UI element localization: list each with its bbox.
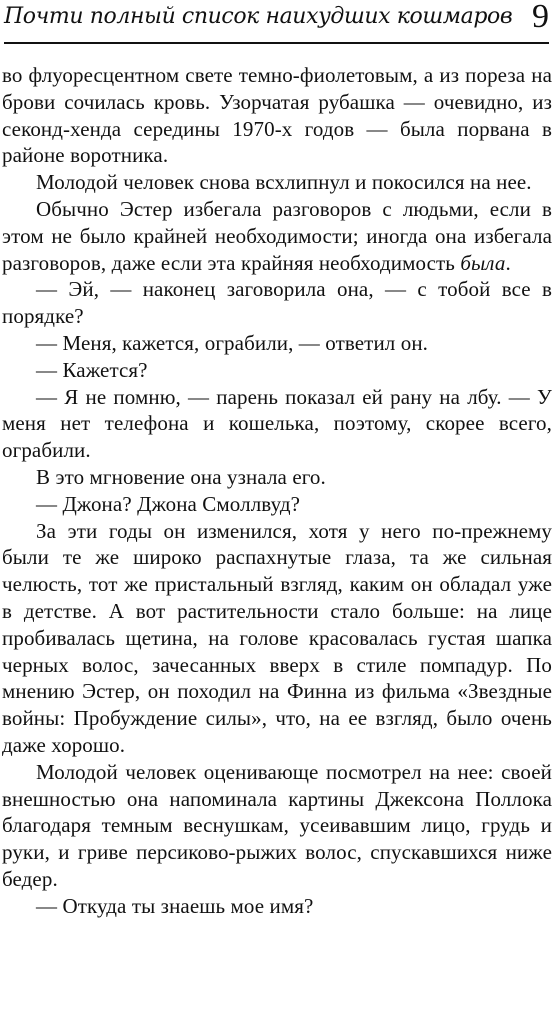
paragraph: Обычно Эстер избегала разговоров с людьми, если в этом не было крайней необходимости; иногда она избегала разговоров, даже если эта крайняя необходимость была.	[2, 196, 552, 275]
body-text	[2, 62, 552, 920]
paragraph: во флуоресцентном свете темно-фиолетовым, а из пореза на брови сочилась кровь. Узорчатая рубашка — очевидно, из секонд-хенда середины 1970-х годов — была порвана в районе воротника.	[2, 63, 552, 168]
paragraph: Молодой человек снова всхлипнул и покосился на нее.	[36, 170, 532, 195]
dialogue-line: — Кажется?	[36, 357, 148, 382]
running-head	[4, 0, 549, 42]
paragraph: За эти годы он изменился, хотя у него по-прежнему были те же широко распахнутые глаза, та же сильная челюсть, тот же пристальный взгляд, каким он обладал уже в детстве. А вот растительности стало больше: на лице пробивалась щетина, на голове красовалась густая шапка черных волос, зачесанных вверх в стиле помпадур. По мнению Эстер, он походил на Финна из фильма «Звездные войны: Пробуждение силы», что, на ее взгляд, было очень даже хорошо.	[2, 518, 552, 757]
dialogue-line: — Я не помню, — парень показал ей рану на лбу. — У меня нет телефона и кошелька, поэтому, скорее всего, ограбили.	[2, 384, 552, 463]
emphasis: была	[460, 250, 506, 275]
dialogue-line: — Эй, — наконец заговорила она, — с тобой все в порядке?	[2, 277, 552, 329]
dialogue-line: — Джона? Джона Смоллвуд?	[36, 491, 301, 516]
header-rule	[4, 42, 549, 44]
dialogue-line: — Откуда ты знаешь мое имя?	[36, 893, 314, 918]
running-title: Почти полный список наихудших кошмаров	[4, 4, 513, 29]
paragraph: В это мгновение она узнала его.	[36, 464, 326, 489]
dialogue-line: — Меня, кажется, ограбили, — ответил он.	[36, 330, 429, 355]
paragraph: Молодой человек оценивающе посмотрел на нее: своей внешностью она напоминала картины Джексона Поллока благодаря темным веснушкам, усеивавшим лицо, грудь и руки, и гриве персиково-рыжих волос, спускавшихся ниже бедер.	[2, 759, 552, 891]
page-number: 9	[532, 0, 549, 35]
